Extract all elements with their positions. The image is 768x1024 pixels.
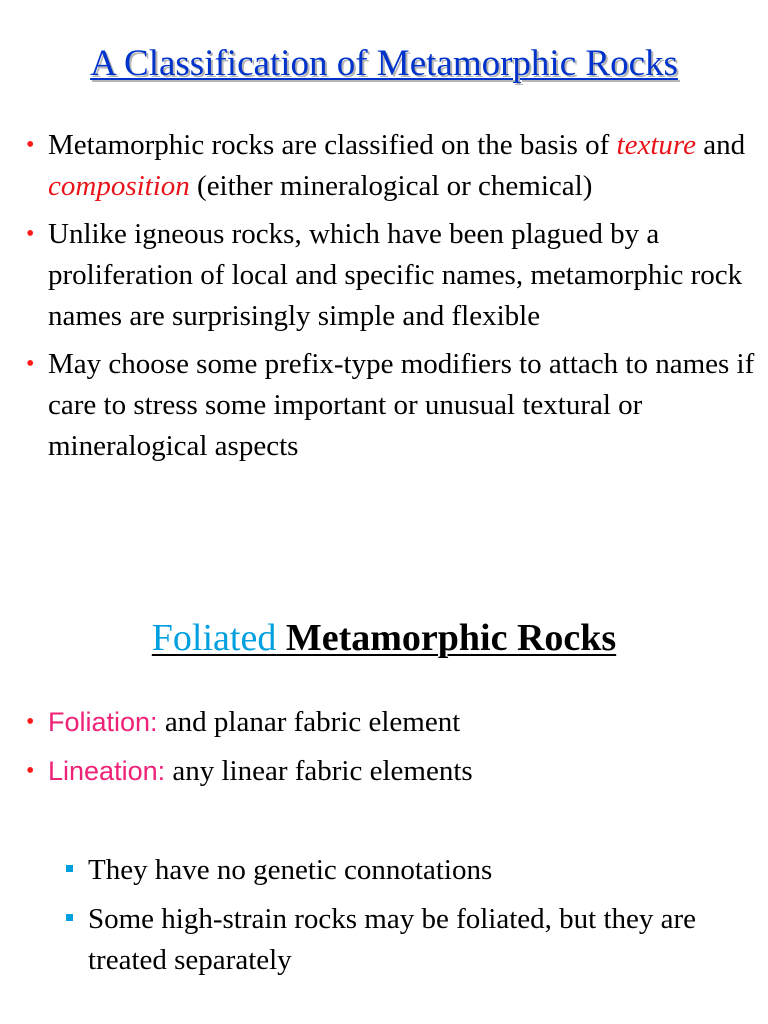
section-title: [0, 612, 768, 664]
intro-bullet-list: [0, 125, 768, 467]
section-title-rest: Metamorphic Rocks: [276, 617, 617, 659]
list-item: [0, 125, 768, 207]
emphasis-texture: texture: [616, 129, 696, 161]
bullet-text: [48, 129, 745, 202]
list-item: [0, 850, 768, 891]
sub-bullet-text: Some high-strain rocks may be foliated, but they are treated separately: [88, 903, 697, 976]
emphasis-composition: composition: [48, 170, 190, 202]
bullet-dot-icon: •: [26, 758, 35, 784]
page-title: A Classification of Metamorphic Rocks: [90, 43, 678, 84]
bullet-dot-icon: •: [26, 709, 35, 735]
sub-bullet-list: [0, 850, 768, 981]
bullet-text: May choose some prefix-type modifiers to attach to names if care to stress some important or unusual textural or mineralogical aspects: [48, 348, 755, 462]
list-item: [0, 214, 768, 337]
list-item: [0, 344, 768, 467]
definition-term: Foliation:: [48, 707, 158, 737]
sub-bullet-text: They have no genetic connotations: [88, 854, 493, 886]
definition-list: [0, 702, 768, 792]
section-title-highlight: Foliated: [151, 617, 277, 659]
definition-term: Lineation:: [48, 756, 166, 786]
list-item: [0, 751, 768, 792]
text-run: (either mineralogical or chemical): [189, 170, 593, 202]
square-bullet-icon: [66, 914, 73, 921]
bullet-dot-icon: •: [26, 132, 35, 158]
list-item: [0, 899, 768, 981]
bullet-text: Unlike igneous rocks, which have been plagued by a proliferation of local and specific names, metamorphic rock names are surprisingly simple and flexible: [48, 218, 743, 332]
definition-text: and planar fabric element: [157, 706, 461, 738]
bullet-dot-icon: •: [26, 221, 35, 247]
definition-text: any linear fabric elements: [165, 755, 473, 787]
text-run: Metamorphic rocks are classified on the basis of: [48, 129, 617, 161]
text-run: and: [696, 129, 746, 161]
square-bullet-icon: [66, 865, 73, 872]
bullet-dot-icon: •: [26, 351, 35, 377]
list-item: [0, 702, 768, 743]
